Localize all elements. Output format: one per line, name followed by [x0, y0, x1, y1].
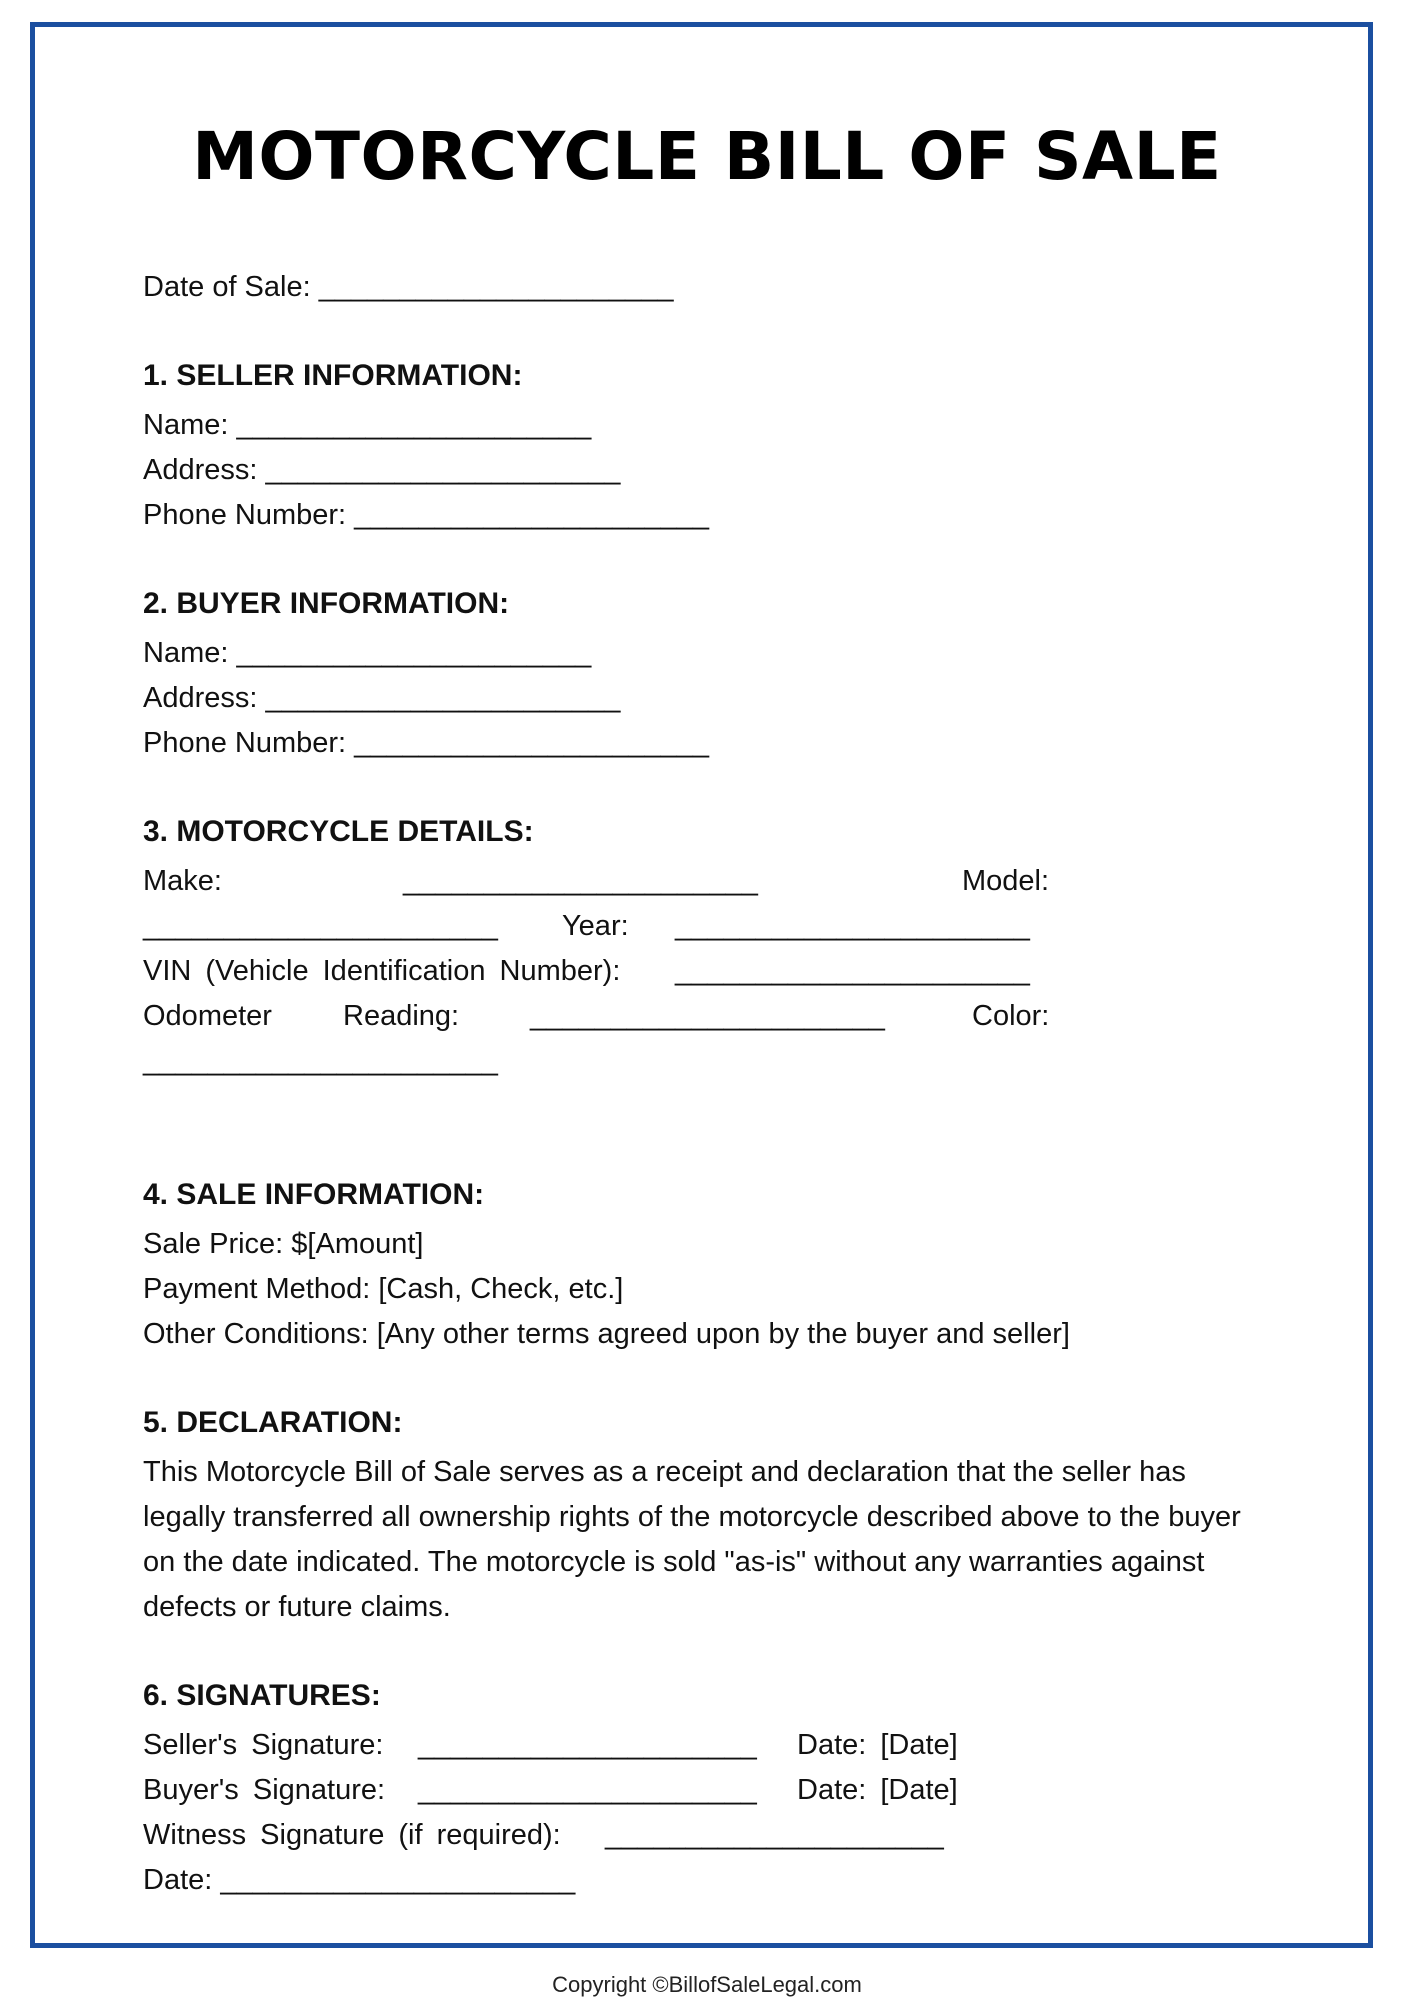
document-title: MOTORCYCLE BILL OF SALE — [192, 118, 1222, 195]
seller-name-field: Name: ______________________ — [143, 409, 592, 441]
sale-heading: 4. SALE INFORMATION: — [143, 1178, 485, 1211]
model-label: Model: — [962, 865, 1050, 897]
color-label: Color: — [972, 1000, 1050, 1032]
model-blank: ______________________ — [143, 910, 498, 942]
seller-signature-date: Date: [Date] — [797, 1729, 958, 1761]
buyer-name-field: Name: ______________________ — [143, 637, 592, 669]
payment-method-field: Payment Method: [Cash, Check, etc.] — [143, 1273, 624, 1305]
witness-date-field: Date: ______________________ — [143, 1864, 576, 1896]
buyer-signature-date: Date: [Date] — [797, 1774, 958, 1806]
motorcycle-heading: 3. MOTORCYCLE DETAILS: — [143, 815, 534, 848]
odometer-reading-label: Reading: — [343, 1000, 460, 1032]
seller-address-field: Address: ______________________ — [143, 454, 621, 486]
seller-signature-label: Seller's Signature: — [143, 1729, 384, 1761]
buyer-phone-field: Phone Number: ______________________ — [143, 727, 709, 759]
buyer-signature-label: Buyer's Signature: — [143, 1774, 386, 1806]
other-conditions-field: Other Conditions: [Any other terms agreed upon by the buyer and seller] — [143, 1318, 1070, 1350]
make-blank: ______________________ — [403, 865, 758, 897]
vin-blank: ______________________ — [675, 955, 1030, 987]
copyright-footer: Copyright ©BillofSaleLegal.com — [552, 1972, 862, 1997]
color-blank: ______________________ — [143, 1045, 498, 1077]
declaration-text: This Motorcycle Bill of Sale serves as a receipt and declaration that the seller has legally transferred all ownership rights of the motorcycle described above to the buyer on the date indicated. The motorcycle is sold "as-is" without any warranties against defects or future claims. — [143, 1456, 1241, 1623]
odometer-label: Odometer — [143, 1000, 272, 1032]
make-label: Make: — [143, 865, 222, 897]
date-of-sale-field: Date of Sale: ______________________ — [143, 271, 674, 303]
buyer-heading: 2. BUYER INFORMATION: — [143, 587, 510, 620]
sale-price-field: Sale Price: $[Amount] — [143, 1228, 424, 1260]
odometer-blank: ______________________ — [530, 1000, 885, 1032]
buyer-signature-blank: _____________________ — [418, 1774, 757, 1806]
signatures-heading: 6. SIGNATURES: — [143, 1679, 381, 1712]
year-label: Year: — [562, 910, 629, 942]
witness-signature-label: Witness Signature (if required): — [143, 1819, 561, 1851]
year-blank: ______________________ — [675, 910, 1030, 942]
seller-signature-blank: _____________________ — [418, 1729, 757, 1761]
witness-signature-blank: _____________________ — [605, 1819, 944, 1851]
buyer-address-field: Address: ______________________ — [143, 682, 621, 714]
vin-label: VIN (Vehicle Identification Number): — [143, 955, 621, 987]
seller-heading: 1. SELLER INFORMATION: — [143, 359, 523, 392]
declaration-heading: 5. DECLARATION: — [143, 1406, 403, 1439]
seller-phone-field: Phone Number: ______________________ — [143, 499, 709, 531]
